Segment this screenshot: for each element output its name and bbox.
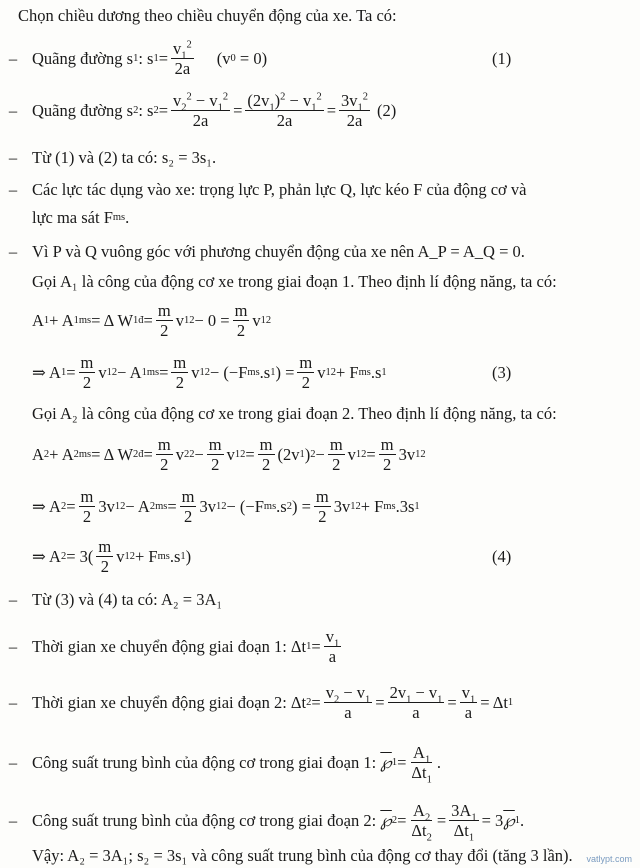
conclusion-text: Vậy: A₂ = 3A₁; s₂ = 3s₁ và công suất trung bình của động cơ thay đổi (tăng 3 lần). [32, 846, 573, 865]
time2-text: Thời gian xe chuyển động giai đoạn 2: [32, 692, 287, 712]
stage1-text: Gọi A₁ là công của động cơ xe trong giai đoạn 1. Theo định lí động năng, ta có: [32, 272, 557, 291]
s2-line: – Quãng đường s 2 : s 2 = $\frac{v_2^2 - v_1^2}{2a}$ = $\frac{(2v_1)^2 - v_1^2}{2a}$ = $\frac{3v_1^2}{2a}$ (2) [0, 92, 640, 130]
relation-text: Từ (1) và (2) ta có: s₂ = 3s₁. [32, 148, 217, 167]
power2-text: Công suất trung bình của động cơ trong giai đoạn 2: [32, 810, 377, 830]
a2-eq: ⇒ A 2 = $\frac{m}{2}$ 3v 1 2 − A 2ms = $\frac{m}{2}$ 3v 1 2 − (−F ms .s 2 ) = $\frac{m}{2}$ 3v 1 2 + F ms .3s 1 [32, 487, 420, 527]
time1-line: – Thời gian xe chuyển động giai đoạn 1: Δt 1 = $\frac{v_1}{a}$ [0, 628, 640, 666]
time2-line: – Thời gian xe chuyển động giai đoạn 2: Δt 2 = $\frac{v_2 - v_1}{a}$ = $\frac{2v_1 - v_1}{a}$ = $\frac{v_1}{a}$ = Δt 1 [0, 684, 640, 722]
v0-label: (v [216, 48, 231, 68]
a1-eq: ⇒ A 1 = $\frac{m}{2}$ v 1 2 − A 1ms = $\frac{m}{2}$ v 1 2 − (−F ms .s 1 ) = $\frac{m}{2}$ v 1 2 + F ms .s 1 (3) [32, 353, 512, 393]
friction-line: lực ma sát F ms . [32, 208, 130, 227]
energy-eq-2: A 2 + A 2ms = Δ W 2đ = $\frac{m}{2}$ v 2 2 − $\frac{m}{2}$ v 1 2 = $\frac{m}{2}$ (2v 1 ) 2 − $\frac{m}{2}$ v 1 2 = $\frac{m}{2}$ 3v 1 2 [32, 435, 426, 475]
forces-line [0, 180, 640, 200]
bullet-dash: – [8, 752, 18, 772]
bullet-dash: – [8, 148, 18, 167]
equation-number: (1) [492, 48, 512, 68]
bullet-dash: – [8, 242, 18, 261]
v0-value: = 0) [239, 48, 268, 68]
bullet-dash: – [8, 180, 18, 199]
bullet-dash: – [8, 100, 18, 120]
work-relation [0, 590, 640, 610]
power2-line: – Công suất trung bình của động cơ trong giai đoạn 2: ℘ 2 = $\frac{A_2}{\Delta t_2}$ = $\frac{3A_1}{\Delta t_1}$ = 3 ℘ 1 . [0, 802, 640, 840]
stage2-intro [0, 404, 640, 424]
equation-number: (3) [492, 362, 512, 382]
work-relation-text: Từ (3) và (4) ta có: A₂ = 3A₁ [32, 590, 223, 609]
stage2-text: Gọi A₂ là công của động cơ xe trong giai đoạn 2. Theo định lí động năng, ta có: [32, 404, 557, 423]
s1-line: – Quãng đường s 1 : s 1 = $\frac{v_1^2}{2a}$ (v 0 = 0) (1) [0, 40, 640, 78]
bullet-dash: – [8, 48, 18, 68]
bullet-dash: – [8, 810, 18, 830]
intro-line [18, 6, 640, 26]
a2-final-eq: ⇒ A 2 = 3( $\frac{m}{2}$ v 1 2 + F ms .s 1 ) (4) [32, 537, 512, 577]
s1-label: Quãng đường s [32, 48, 134, 68]
equation-number: (2) [377, 100, 397, 120]
s2-label: Quãng đường s [32, 100, 134, 120]
bullet-dash: – [8, 692, 18, 712]
intro-text: Chọn chiều dương theo chiều chuyển động của xe. Ta có: [18, 6, 397, 25]
perpendicular-line [0, 242, 640, 262]
stage1-intro [0, 272, 640, 292]
time1-text: Thời gian xe chuyển động giai đoạn 1: [32, 636, 287, 656]
conclusion-line [0, 846, 640, 866]
perpendicular-text: Vì P và Q vuông góc với phương chuyển động của xe nên A_P = A_Q = 0. [32, 242, 525, 261]
friction-text: lực ma sát F [32, 208, 113, 227]
forces-text: Các lực tác dụng vào xe: trọng lực P, phản lực Q, lực kéo F của động cơ và [32, 180, 527, 199]
energy-eq-1: A 1 + A 1ms = Δ W 1đ = $\frac{m}{2}$ v 1 2 − 0 = $\frac{m}{2}$ v 1 2 [32, 301, 272, 341]
power1-line: – Công suất trung bình của động cơ trong giai đoạn 1: ℘ 1 = $\frac{A_1}{\Delta t_1}$ . [0, 744, 640, 782]
power1-text: Công suất trung bình của động cơ trong giai đoạn 1: [32, 752, 377, 772]
relation-line [0, 148, 640, 168]
equation-number: (4) [492, 546, 512, 566]
bullet-dash: – [8, 590, 18, 609]
watermark: vatlypt.com [586, 854, 632, 864]
bullet-dash: – [8, 636, 18, 656]
